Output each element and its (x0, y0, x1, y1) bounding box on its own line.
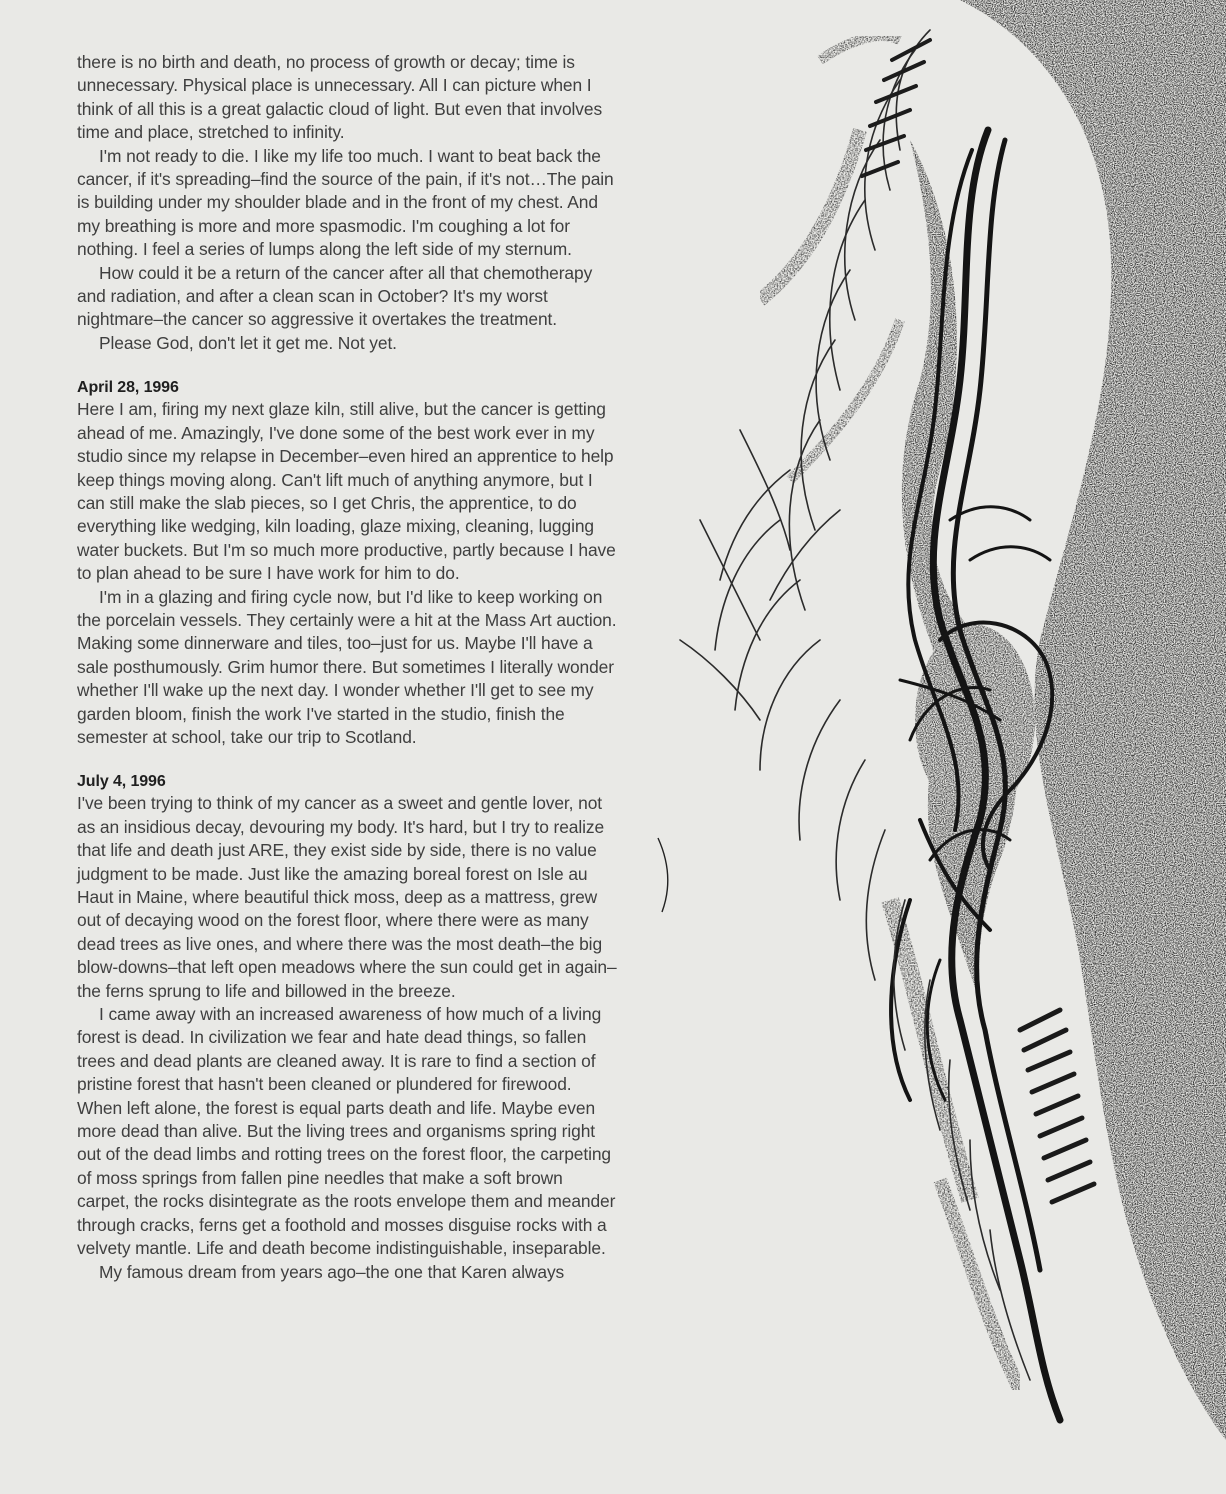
section-spacer (77, 355, 617, 377)
body-paragraph: I'm in a glazing and firing cycle now, but I'd like to keep working on the porcelain vessels. They certainly were a hit at the Mass Art auction. Making some dinnerware and tiles, too–just for us. Maybe I'll have a sale posthumously. Grim humor there. But sometimes I literally wonder whether I'll wake up the next day. I wonder whether I'll get to see my garden bloom, finish the work I've started in the studio, finish the semester at school, take our trip to Scotland. (77, 586, 617, 747)
entry-date-heading: April 28, 1996 (77, 379, 179, 397)
body-paragraph: I came away with an increased awareness of how much of a living forest is dead. In civilization we fear and hate dead things, so fallen trees and dead plants are cleaned away. It is rare to find a section of pristine forest that hasn't been cleaned or plundered for firewood. When left alone, the forest is equal parts death and life. Maybe even more dead than alive. But the living trees and organisms spring right out of the dead limbs and rotting trees on the forest floor, the carpeting of moss springs from fallen pine needles that make a soft brown carpet, the rocks disintegrate as the roots envelope them and meander through cracks, ferns get a foothold and mosses disguise rocks with a velvety mantle. Life and death become indistinguishable, inseparable. (77, 1004, 616, 1259)
body-paragraph: there is no birth and death, no process of growth or decay; time is unnecessary. Physical place is unnecessary. All I can picture when I think of all this is a great galactic cloud of light. But even that involves time and place, stretched to infinity. (77, 52, 603, 143)
charcoal-drawing-illustration (640, 0, 1226, 1494)
body-paragraph: I've been trying to think of my cancer as a sweet and gentle lover, not as an insidious decay, devouring my body. It's hard, but I try to realize that life and death just ARE, they exist side by side, there is no value judgment to be made. Just like the amazing boreal forest on Isle au Haut in Maine, where beautiful thick moss, deep as a mattress, grew out of decaying wood on the forest floor, where there were as many dead trees as live ones, and where there was the most death–the big blow-downs–that left open meadows where the sun could get in again–the ferns sprung to life and billowed in the breeze. (77, 793, 617, 1001)
body-paragraph: Here I am, firing my next glaze kiln, still alive, but the cancer is getting ahead of me. Amazingly, I've done some of the best work ever in my studio since my relapse in December–even hired an apprentice to help keep things moving along. Can't lift much of anything anymore, but I can still make the slab pieces, so I get Chris, the apprentice, to do everything like wedging, kiln loading, glaze mixing, cleaning, lugging water buckets. But I'm so much more productive, partly because I have to plan ahead to be sure I have work for him to do. (77, 399, 616, 584)
body-paragraph: I'm not ready to die. I like my life too much. I want to beat back the cancer, if it's spreading–find the source of the pain, if it's not…The pain is building under my shoulder blade and in the front of my chest. And my breathing is more and more spasmodic. I'm coughing a lot for nothing. I feel a series of lumps along the left side of my sternum. (77, 145, 614, 260)
stray-mark (658, 838, 668, 912)
body-paragraph: How could it be a return of the cancer after all that chemotherapy and radiation, and after a clean scan in October? It's my worst nightmare–the cancer so aggressive it overtakes the treatment. (77, 262, 593, 330)
entry-date-heading: July 4, 1996 (77, 773, 166, 791)
rib-marks (1020, 1010, 1094, 1202)
body-paragraph: Please God, don't let it get me. Not yet. (99, 332, 397, 353)
journal-text-column (77, 51, 617, 1284)
section-spacer (77, 749, 617, 771)
organic-form-drawing (640, 0, 1226, 1494)
body-paragraph: My famous dream from years ago–the one that Karen always (99, 1261, 565, 1282)
